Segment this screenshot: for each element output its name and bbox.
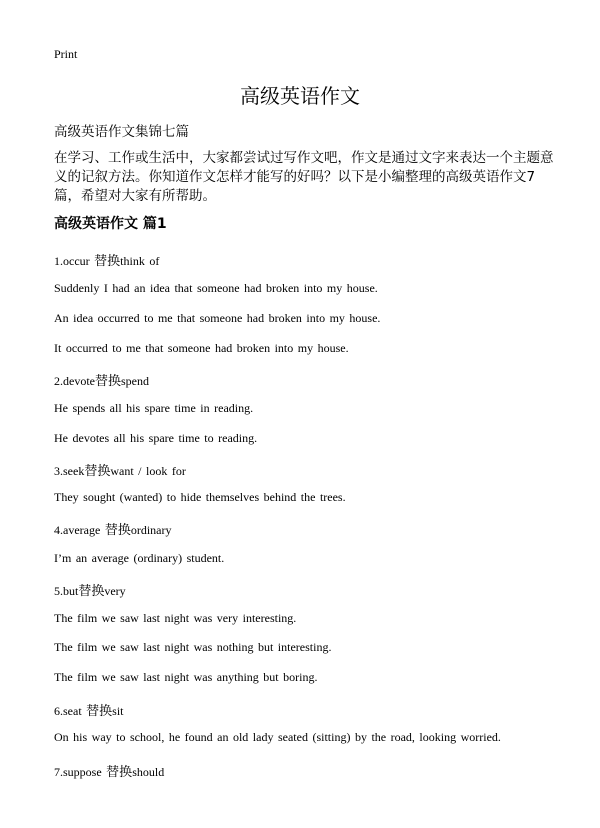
line-text: He devotes all his spare time to reading. [54, 431, 258, 445]
line-text: On his way to school, he found an old lady seated (sitting) by the road, looking worried. [54, 730, 501, 744]
line-text: Suddenly I had an idea that someone had broken into my house. [54, 281, 378, 295]
example-sentence [54, 401, 253, 416]
example-sentence [54, 670, 317, 685]
line-zh-text: 替换 [104, 523, 131, 538]
line-text: 1.occur [54, 254, 95, 268]
vocab-line [54, 519, 171, 538]
example-sentence [54, 611, 296, 626]
line-text-post: ordinary [130, 523, 172, 537]
line-zh-text: 替换 [94, 254, 121, 269]
line-zh-text: 替换 [78, 584, 105, 599]
example-sentence [54, 490, 346, 505]
line-text: An idea occurred to me that someone had broken into my house. [54, 311, 381, 325]
line-text: They sought (wanted) to hide themselves behind the trees. [54, 490, 346, 504]
intro-paragraph: 在学习、工作或生活中，大家都尝试过写作文吧，作文是通过文字来表达一个主题意义的记叙方法。你知道作文怎样才能写的好吗？以下是小编整理的高级英语作文7篇，希望对大家有所帮助。 [54, 150, 554, 204]
example-sentence [54, 431, 257, 446]
line-text: The film we saw last night was nothing but interesting. [54, 640, 332, 654]
print-label: Print [54, 47, 78, 61]
vocab-line [54, 580, 126, 599]
line-text: 3.seek [54, 464, 85, 478]
vocab-line [54, 370, 149, 389]
example-sentence [54, 551, 224, 566]
example-sentence [54, 311, 380, 326]
line-text: 4.average [54, 523, 105, 537]
line-zh-text: 替换 [106, 765, 133, 780]
line-text: He spends all his spare time in reading. [54, 401, 254, 415]
line-text-post: spend [121, 374, 150, 388]
document-subtitle: 高级英语作文集锦七篇 [54, 124, 189, 140]
example-sentence [54, 341, 349, 356]
line-text: 7.suppose [54, 765, 107, 779]
line-text-post: should [132, 765, 165, 779]
line-text: I’m an average (ordinary) student. [54, 551, 225, 565]
line-text: 2.devote [54, 374, 95, 388]
vocab-line [54, 460, 186, 479]
vocab-line [54, 700, 124, 719]
line-zh-text: 替换 [86, 704, 113, 719]
line-text-post: sit [112, 704, 124, 718]
line-zh-text: 替换 [95, 374, 122, 389]
line-text: It occurred to me that someone had broken into my house. [54, 341, 349, 355]
line-text: The film we saw last night was anything but boring. [54, 670, 318, 684]
page-title: 高级英语作文 [240, 84, 360, 108]
line-zh-text: 替换 [84, 464, 111, 479]
example-sentence [54, 730, 501, 745]
vocab-line [54, 250, 159, 269]
line-text-post: want / look for [110, 464, 186, 478]
example-sentence [54, 640, 331, 655]
example-sentence [54, 281, 378, 296]
line-text: 6.seat [54, 704, 87, 718]
section-heading: 高级英语作文 篇1 [54, 216, 167, 232]
line-text: The film we saw last night was very interesting. [54, 611, 297, 625]
line-text-post: think of [120, 254, 160, 268]
line-text-post: very [104, 584, 126, 598]
vocab-line [54, 761, 164, 780]
line-text: 5.but [54, 584, 79, 598]
